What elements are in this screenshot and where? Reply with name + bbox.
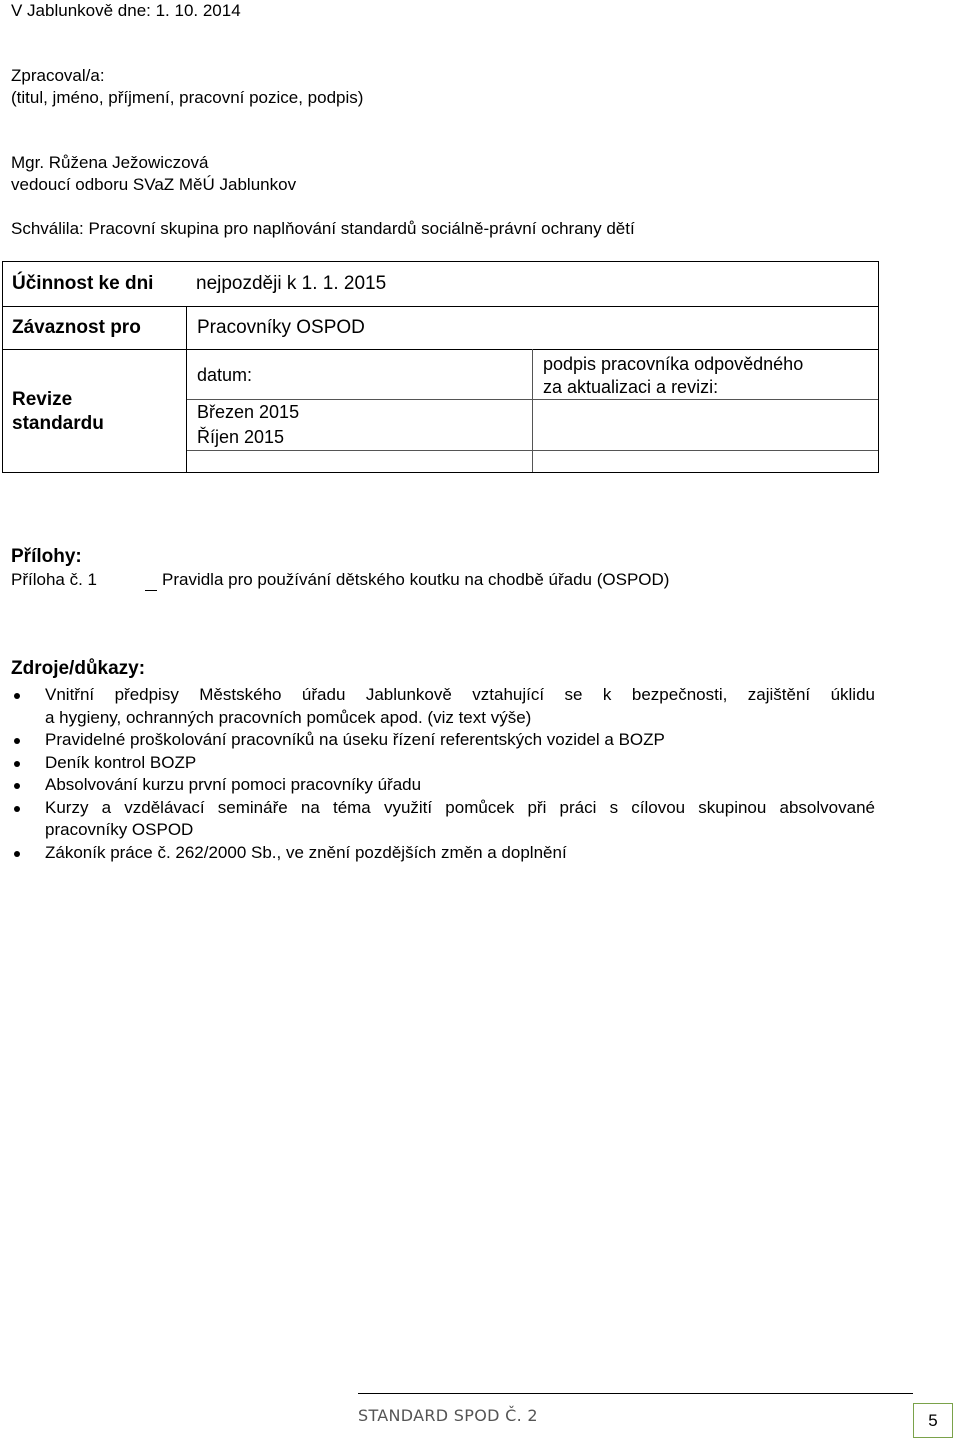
footer-rule: [358, 1393, 913, 1394]
date-line: V Jablunkově dne: 1. 10. 2014: [11, 1, 241, 20]
approved-line: Schválila: Pracovní skupina pro naplňování standardů sociálně-právní ochrany dětí: [11, 219, 635, 238]
table-row-divider: [3, 349, 878, 350]
author-role: vedoucí odboru SVaZ MěÚ Jablunkov: [11, 175, 297, 194]
binding-value: Pracovníky OSPOD: [197, 317, 365, 338]
source-text-line: Kurzy a vzdělávací semináře na téma využití pomůcek při práci s cílovou skupinou absolvované: [45, 797, 875, 817]
list-item: [0, 729, 880, 752]
bullet-icon: [14, 738, 20, 744]
source-text-line: Absolvování kurzu první pomoci pracovníky úřadu: [45, 775, 422, 794]
list-item: [0, 797, 880, 842]
table-row-divider: [3, 306, 878, 307]
date-label: datum:: [197, 365, 253, 385]
effect-value: nejpozději k 1. 1. 2015: [196, 273, 387, 294]
table-col-divider: [186, 306, 187, 472]
standard-info-table: [2, 261, 879, 473]
footer-title: STANDARD SPOD Č. 2: [358, 1406, 538, 1425]
revision-date-1: Březen 2015: [197, 402, 300, 422]
bullet-icon: [14, 851, 20, 857]
list-item: [0, 774, 880, 797]
page-number: 5: [913, 1403, 953, 1438]
bullet-icon: [14, 783, 20, 789]
sources-heading: Zdroje/důkazy:: [11, 658, 146, 679]
prepared-label: Zpracoval/a:: [11, 66, 105, 85]
source-text-line: Deník kontrol BOZP: [45, 752, 197, 772]
attachments-heading: Přílohy:: [11, 546, 82, 567]
source-text-line: Zákoník práce č. 262/2000 Sb., ve znění pozdějších změn a doplnění: [45, 842, 567, 862]
bullet-icon: [14, 761, 20, 767]
author-name: Mgr. Růžena Ježowiczová: [11, 153, 209, 172]
revision-date-2: Říjen 2015: [197, 427, 285, 447]
attachment-text: Pravidla pro používání dětského koutku na chodbě úřadu (OSPOD): [162, 570, 670, 589]
list-item: [0, 842, 880, 865]
binding-label: Závaznost pro: [12, 317, 141, 338]
source-text-line: a hygieny, ochranných pracovních pomůcek apod. (viz text výše): [45, 707, 532, 727]
attachment-dash: [145, 590, 157, 591]
bullet-icon: [14, 806, 20, 812]
attachment-label: Příloha č. 1: [11, 570, 97, 589]
source-text-line: pracovníky OSPOD: [45, 820, 194, 839]
list-item: [0, 752, 880, 775]
list-item: [0, 684, 880, 729]
signature-label-line2: za aktualizaci a revizi:: [543, 377, 719, 397]
source-text-line: Pravidelné proškolování pracovníků na úseku řízení referentských vozidel a BOZP: [45, 730, 665, 749]
prepared-hint: (titul, jméno, příjmení, pracovní pozice, podpis): [11, 88, 364, 107]
revision-label-line2: standardu: [12, 413, 104, 434]
sources-list: [0, 684, 880, 864]
signature-label-line1: podpis pracovníka odpovědného: [543, 354, 804, 374]
effect-label: Účinnost ke dni: [12, 273, 154, 294]
table-col-divider: [532, 349, 533, 472]
bullet-icon: [14, 693, 20, 699]
revision-label-line1: Revize: [12, 389, 73, 410]
source-text-line: Vnitřní předpisy Městského úřadu Jablunkově vztahující se k bezpečnosti, zajištění úklidu: [45, 685, 875, 704]
